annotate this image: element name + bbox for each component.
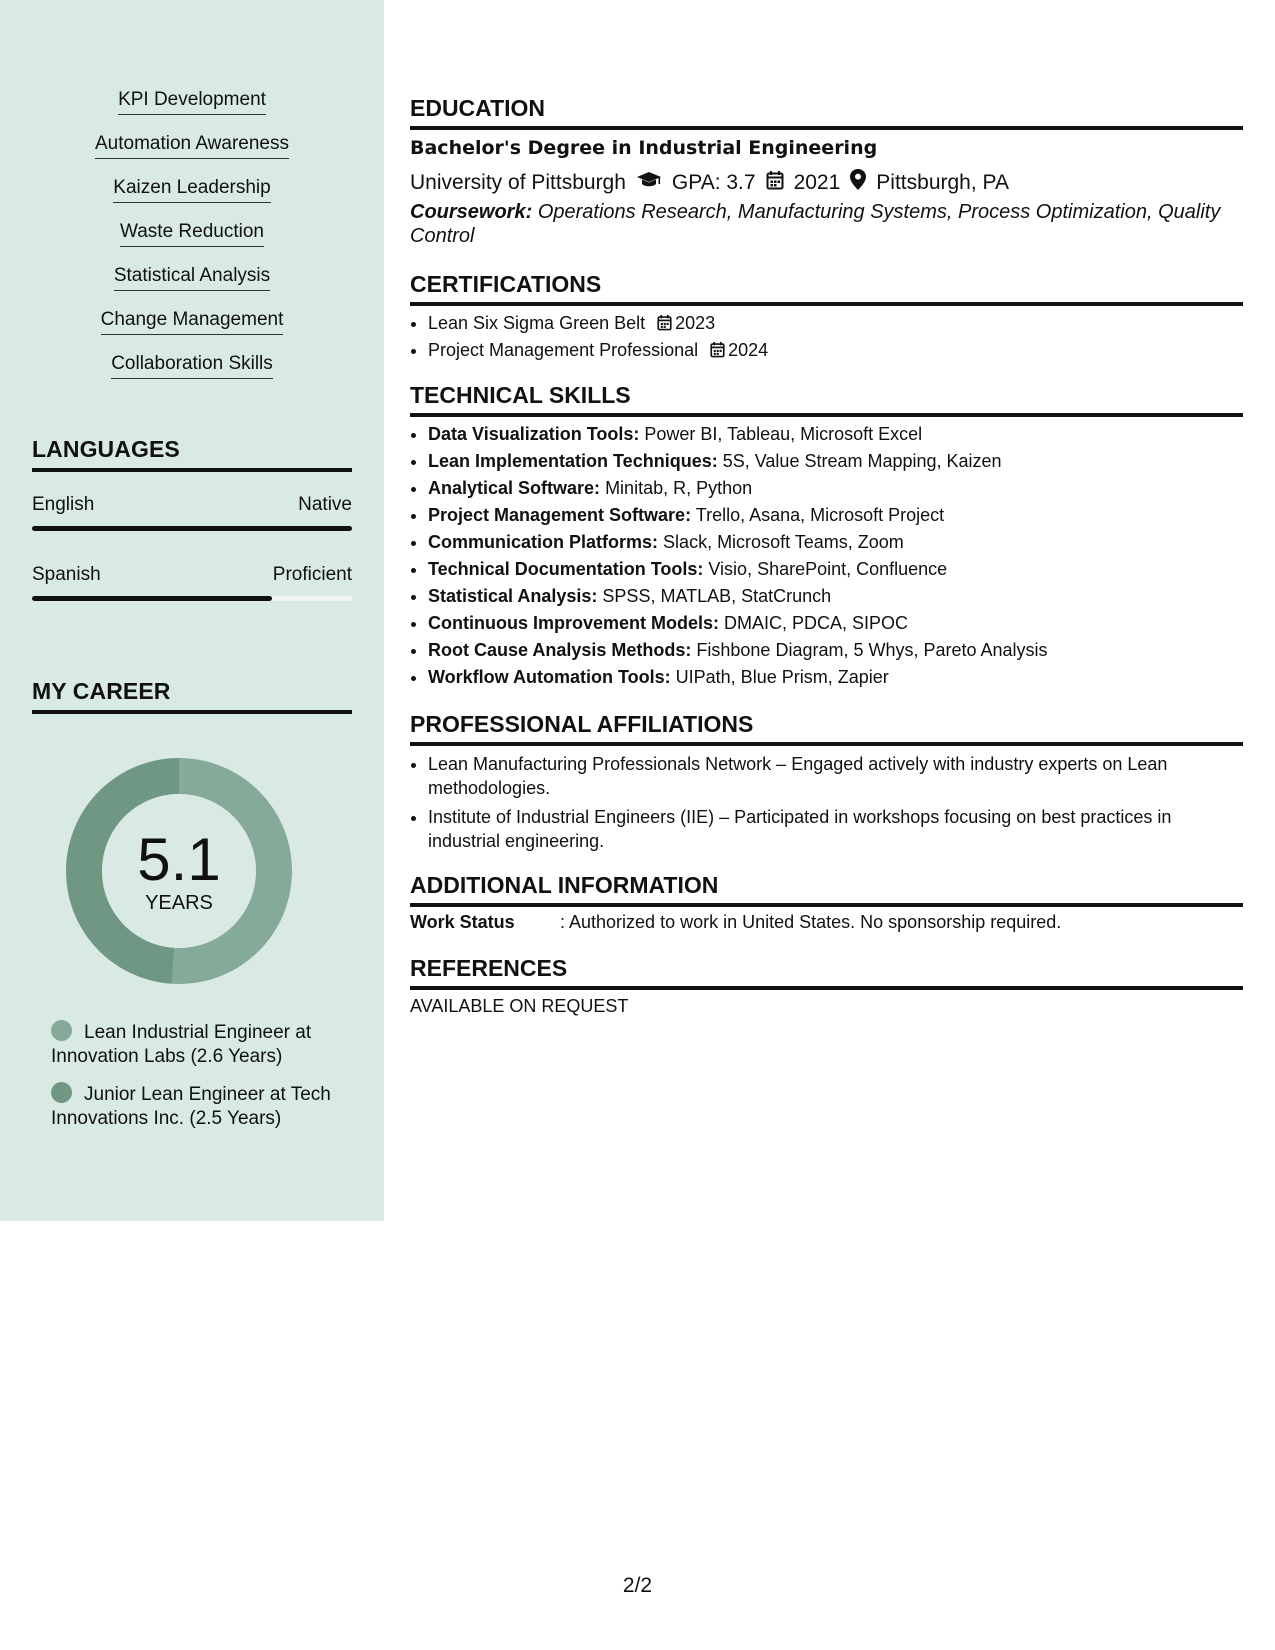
technical-skill-item — [428, 448, 1243, 475]
work-status — [410, 912, 1061, 933]
language-bar-spanish — [32, 596, 352, 601]
coursework-text: Operations Research, Manufacturing Systems, Process Optimization, Quality Control — [410, 201, 1221, 247]
language-name: English — [32, 494, 95, 515]
technical-skill-item — [428, 475, 1243, 502]
skill-tag: Waste Reduction — [120, 220, 264, 247]
career-total-years: 5.1 — [137, 826, 221, 893]
skill-values: Visio, SharePoint, Confluence — [708, 559, 948, 579]
legend-dot — [51, 1082, 72, 1103]
skill-tag: KPI Development — [118, 88, 266, 115]
skill-values: Fishbone Diagram, 5 Whys, Pareto Analysis — [696, 640, 1048, 660]
skill-values: 5S, Value Stream Mapping, Kaizen — [722, 451, 1002, 471]
career-legend-item — [51, 1020, 341, 1069]
skill-tag: Kaizen Leadership — [113, 176, 270, 203]
language-row-spanish — [32, 564, 352, 586]
references-heading: REFERENCES — [410, 955, 1243, 990]
skill-category: Data Visualization Tools: — [428, 424, 640, 444]
skill-category: Lean Implementation Techniques: — [428, 451, 718, 471]
education-heading: EDUCATION — [410, 95, 1243, 130]
certification-year: 2023 — [675, 313, 716, 333]
work-status-value: : Authorized to work in United States. No sponsorship required. — [560, 912, 1062, 932]
skill-values: UIPath, Blue Prism, Zapier — [675, 667, 889, 687]
technical-skill-item — [428, 556, 1243, 583]
technical-skill-item — [428, 637, 1243, 664]
technical-skill-item — [428, 664, 1243, 691]
skill-tag: Change Management — [101, 308, 284, 335]
graduation-year: 2021 — [793, 170, 841, 194]
skill-category: Statistical Analysis: — [428, 586, 598, 606]
skill-values: Slack, Microsoft Teams, Zoom — [663, 532, 904, 552]
affiliation-item: • Lean Manufacturing Professionals Network – Engaged actively with industry experts on Lean methodologies. — [428, 752, 1243, 800]
career-legend-item — [51, 1082, 341, 1131]
calendar-icon — [766, 170, 784, 196]
coursework-label: Coursework: — [410, 201, 533, 223]
certifications-list — [410, 310, 1243, 364]
legend-dot — [51, 1020, 72, 1041]
technical-skill-item — [428, 610, 1243, 637]
additional-info-heading: ADDITIONAL INFORMATION — [410, 872, 1243, 907]
skill-values: Trello, Asana, Microsoft Project — [695, 505, 945, 525]
graduation-cap-icon — [636, 171, 662, 195]
skill-tag: Collaboration Skills — [111, 352, 273, 379]
career-label: Junior Lean Engineer at Tech Innovations Inc. (2.5 Years) — [51, 1084, 331, 1129]
location-pin-icon — [850, 169, 866, 196]
skill-tag: Statistical Analysis — [114, 264, 270, 291]
certification-name: Lean Six Sigma Green Belt — [428, 313, 646, 333]
skill-category: Workflow Automation Tools: — [428, 667, 671, 687]
certification-year: 2024 — [728, 340, 769, 360]
skill-values: Power BI, Tableau, Microsoft Excel — [644, 424, 923, 444]
technical-skill-item — [428, 529, 1243, 556]
affiliations-list — [410, 752, 1243, 858]
skill-category: Project Management Software: — [428, 505, 692, 525]
languages-heading: LANGUAGES — [32, 436, 352, 472]
skill-category: Technical Documentation Tools: — [428, 559, 704, 579]
technical-skill-item — [428, 421, 1243, 448]
certifications-heading: CERTIFICATIONS — [410, 271, 1243, 306]
skill-category: Analytical Software: — [428, 478, 601, 498]
technical-skills-heading: TECHNICAL SKILLS — [410, 382, 1243, 417]
coursework — [410, 200, 1230, 248]
certification-name: Project Management Professional — [428, 340, 699, 360]
career-years-label: YEARS — [145, 892, 213, 914]
skill-category: Communication Platforms: — [428, 532, 659, 552]
language-level: Native — [298, 494, 352, 515]
career-heading: MY CAREER — [32, 678, 352, 714]
certification-item — [428, 310, 1243, 337]
references-text: AVAILABLE ON REQUEST — [410, 996, 629, 1016]
language-bar-fill — [32, 526, 352, 531]
page-number: 2/2 — [622, 1574, 653, 1597]
skills-list — [0, 88, 384, 396]
work-status-label: Work Status — [410, 912, 515, 932]
career-label: Lean Industrial Engineer at Innovation Labs (2.6 Years) — [51, 1022, 312, 1067]
skill-category: Continuous Improvement Models: — [428, 613, 720, 633]
degree-title: Bachelor's Degree in Industrial Engineering — [410, 137, 878, 159]
calendar-icon — [710, 341, 725, 358]
sidebar — [0, 0, 384, 1221]
gpa: GPA: 3.7 — [671, 170, 756, 194]
affiliations-heading: PROFESSIONAL AFFILIATIONS — [410, 711, 1243, 746]
language-level: Proficient — [272, 564, 352, 585]
skill-tag: Automation Awareness — [95, 132, 289, 159]
technical-skills-list — [410, 421, 1243, 691]
certification-item — [428, 337, 1243, 364]
education-meta — [410, 169, 1009, 196]
calendar-icon — [657, 314, 672, 331]
language-bar-english — [32, 526, 352, 531]
technical-skill-item — [428, 583, 1243, 610]
language-name: Spanish — [32, 564, 101, 585]
language-row-english — [32, 494, 352, 516]
technical-skill-item — [428, 502, 1243, 529]
skill-category: Root Cause Analysis Methods: — [428, 640, 692, 660]
skill-values: Minitab, R, Python — [605, 478, 753, 498]
language-bar-fill — [32, 596, 272, 601]
school-name: University of Pittsburgh — [410, 170, 626, 194]
school-location: Pittsburgh, PA — [876, 170, 1009, 194]
skill-values: SPSS, MATLAB, StatCrunch — [602, 586, 832, 606]
affiliation-item: • Institute of Industrial Engineers (IIE) – Participated in workshops focusing on best practices in industrial engineering. — [428, 805, 1243, 853]
skill-values: DMAIC, PDCA, SIPOC — [724, 613, 909, 633]
